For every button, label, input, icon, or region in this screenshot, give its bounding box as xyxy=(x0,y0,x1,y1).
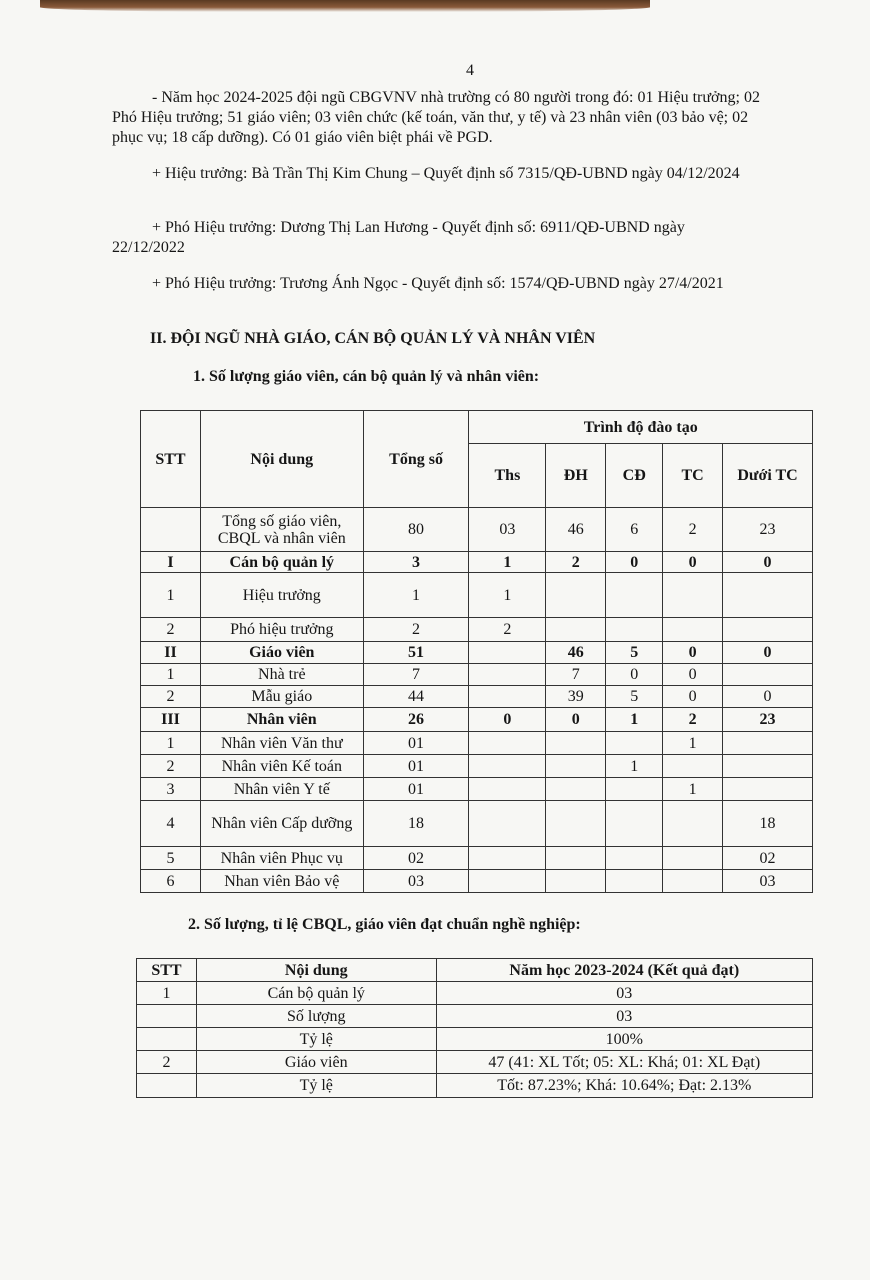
cell-cd xyxy=(606,573,663,618)
cell-ths: 1 xyxy=(469,552,546,573)
header-tc: TC xyxy=(663,444,723,508)
cell-result: 47 (41: XL Tốt; 05: XL: Khá; 01: XL Đạt) xyxy=(436,1051,812,1074)
cell-tc xyxy=(663,755,723,778)
cell-dh: 7 xyxy=(546,664,606,686)
cell-below-tc: 0 xyxy=(723,642,813,664)
cell-tc: 1 xyxy=(663,778,723,801)
cell-content: Nhân viên Văn thư xyxy=(200,732,363,755)
cell-content: Cán bộ quản lý xyxy=(200,552,363,573)
cell-stt: 2 xyxy=(141,686,201,708)
cell-dh: 0 xyxy=(546,708,606,732)
cell-content: Phó hiệu trưởng xyxy=(200,618,363,642)
header-content: Nội dung xyxy=(196,959,436,982)
table-row xyxy=(141,664,813,686)
cell-cd: 0 xyxy=(606,552,663,573)
subheading-professional-standards: 2. Số lượng, tỉ lệ CBQL, giáo viên đạt chuẩn nghề nghiệp: xyxy=(188,916,581,933)
cell-tc: 0 xyxy=(663,642,723,664)
cell-tc xyxy=(663,618,723,642)
cell-cd xyxy=(606,778,663,801)
table-row xyxy=(141,755,813,778)
cell-below-tc xyxy=(723,664,813,686)
cell-total: 01 xyxy=(363,755,469,778)
cell-ths: 2 xyxy=(469,618,546,642)
cell-dh xyxy=(546,778,606,801)
table-row xyxy=(141,801,813,847)
cell-tc: 1 xyxy=(663,732,723,755)
cell-stt: 5 xyxy=(141,847,201,870)
cell-result: 03 xyxy=(436,1005,812,1028)
cell-total: 1 xyxy=(363,573,469,618)
cell-stt: 3 xyxy=(141,778,201,801)
cell-ths xyxy=(469,642,546,664)
cell-tc xyxy=(663,573,723,618)
cell-dh xyxy=(546,870,606,893)
cell-content: Nhân viên Cấp dưỡng xyxy=(200,801,363,847)
cell-result: 03 xyxy=(436,982,812,1005)
table-row xyxy=(141,618,813,642)
cell-content: Nhân viên Y tế xyxy=(200,778,363,801)
cell-content: Tỷ lệ xyxy=(196,1074,436,1098)
cell-content: Nhan viên Bảo vệ xyxy=(200,870,363,893)
cell-dh: 46 xyxy=(546,642,606,664)
cell-below-tc xyxy=(723,778,813,801)
header-stt: STT xyxy=(137,959,197,982)
cell-below-tc xyxy=(723,618,813,642)
table-row xyxy=(137,1028,813,1051)
table-row xyxy=(141,778,813,801)
cell-stt: 6 xyxy=(141,870,201,893)
table-row xyxy=(141,708,813,732)
cell-cd: 5 xyxy=(606,642,663,664)
cell-tc xyxy=(663,801,723,847)
cell-ths xyxy=(469,686,546,708)
cell-stt: 2 xyxy=(141,755,201,778)
cell-content: Giáo viên xyxy=(196,1051,436,1074)
cell-stt: 1 xyxy=(141,573,201,618)
cell-content: Hiệu trưởng xyxy=(200,573,363,618)
cell-ths xyxy=(469,664,546,686)
cell-dh xyxy=(546,847,606,870)
table-row xyxy=(137,1074,813,1098)
cell-result: Tốt: 87.23%; Khá: 10.64%; Đạt: 2.13% xyxy=(436,1074,812,1098)
table-row xyxy=(141,573,813,618)
table-row xyxy=(141,870,813,893)
cell-stt xyxy=(137,1005,197,1028)
paragraph-principal: + Hiệu trưởng: Bà Trần Thị Kim Chung – Quyết định số 7315/QĐ-UBND ngày 04/12/2024 xyxy=(152,165,740,182)
cell-content: Tổng số giáo viên, CBQL và nhân viên xyxy=(200,508,363,552)
table-row xyxy=(141,847,813,870)
subheading-staff-count: 1. Số lượng giáo viên, cán bộ quản lý và nhân viên: xyxy=(193,368,540,385)
cell-stt: 1 xyxy=(141,664,201,686)
cell-below-tc: 03 xyxy=(723,870,813,893)
cell-stt xyxy=(137,1074,197,1098)
cell-tc: 0 xyxy=(663,686,723,708)
header-training-level: Trình độ đào tạo xyxy=(469,411,813,444)
cell-content: Nhân viên Kế toán xyxy=(200,755,363,778)
cell-total: 80 xyxy=(363,508,469,552)
cell-total: 01 xyxy=(363,732,469,755)
cell-tc: 2 xyxy=(663,508,723,552)
header-below-tc: Dưới TC xyxy=(723,444,813,508)
cell-stt: 1 xyxy=(141,732,201,755)
cell-total: 51 xyxy=(363,642,469,664)
cell-stt: I xyxy=(141,552,201,573)
cell-below-tc: 23 xyxy=(723,708,813,732)
page-number: 4 xyxy=(466,62,474,79)
cell-total: 18 xyxy=(363,801,469,847)
section-heading: II. ĐỘI NGŨ NHÀ GIÁO, CÁN BỘ QUẢN LÝ VÀ NHÂN VIÊN xyxy=(150,330,596,347)
cell-dh xyxy=(546,755,606,778)
cell-tc xyxy=(663,870,723,893)
staff-qualification-table xyxy=(140,410,813,893)
header-total: Tổng số xyxy=(363,411,469,508)
cell-cd xyxy=(606,847,663,870)
cell-ths xyxy=(469,732,546,755)
cell-below-tc xyxy=(723,573,813,618)
cell-ths xyxy=(469,778,546,801)
cell-ths: 03 xyxy=(469,508,546,552)
cell-content: Nhân viên Phục vụ xyxy=(200,847,363,870)
cell-dh xyxy=(546,573,606,618)
cell-below-tc: 0 xyxy=(723,552,813,573)
cell-tc xyxy=(663,847,723,870)
cell-dh: 46 xyxy=(546,508,606,552)
header-ths: Ths xyxy=(469,444,546,508)
cell-content: Cán bộ quản lý xyxy=(196,982,436,1005)
table-row xyxy=(141,642,813,664)
cell-content: Mẫu giáo xyxy=(200,686,363,708)
cell-total: 01 xyxy=(363,778,469,801)
table-row xyxy=(141,732,813,755)
cell-tc: 2 xyxy=(663,708,723,732)
header-stt: STT xyxy=(141,411,201,508)
cell-dh: 2 xyxy=(546,552,606,573)
cell-content: Tỷ lệ xyxy=(196,1028,436,1051)
cell-stt: II xyxy=(141,642,201,664)
cell-stt: 4 xyxy=(141,801,201,847)
cell-cd: 0 xyxy=(606,664,663,686)
header-result: Năm học 2023-2024 (Kết quả đạt) xyxy=(436,959,812,982)
cell-dh xyxy=(546,618,606,642)
paragraph-vice-principal-1: + Phó Hiệu trưởng: Dương Thị Lan Hương - Quyết định số: 6911/QĐ-UBND ngày 22/12/2022 xyxy=(112,219,685,256)
cell-cd xyxy=(606,870,663,893)
table-row xyxy=(141,686,813,708)
cell-result: 100% xyxy=(436,1028,812,1051)
cell-below-tc: 02 xyxy=(723,847,813,870)
cell-tc: 0 xyxy=(663,664,723,686)
cell-dh: 39 xyxy=(546,686,606,708)
cell-total: 02 xyxy=(363,847,469,870)
paragraph-staff-summary: - Năm học 2024-2025 đội ngũ CBGVNV nhà trường có 80 người trong đó: 01 Hiệu trưởng; 02 Phó Hiệu trưởng; 51 giáo viên; 03 viên chức (kế toán, văn thư, y tế) và 23 nhân viên (03 bảo vệ; 02 phục vụ; 18 cấp dưỡng). Có 01 giáo viên biệt phái về PGD. xyxy=(112,89,760,146)
cell-total: 3 xyxy=(363,552,469,573)
cell-below-tc xyxy=(723,732,813,755)
cell-content: Nhà trẻ xyxy=(200,664,363,686)
cell-content: Giáo viên xyxy=(200,642,363,664)
cell-ths xyxy=(469,870,546,893)
cell-below-tc: 18 xyxy=(723,801,813,847)
cell-ths xyxy=(469,847,546,870)
cell-dh xyxy=(546,801,606,847)
cell-total: 26 xyxy=(363,708,469,732)
table-row xyxy=(141,508,813,552)
cell-cd xyxy=(606,732,663,755)
header-cd: CĐ xyxy=(606,444,663,508)
cell-below-tc xyxy=(723,755,813,778)
cell-cd: 1 xyxy=(606,755,663,778)
cell-cd: 6 xyxy=(606,508,663,552)
table-row xyxy=(137,982,813,1005)
cell-total: 7 xyxy=(363,664,469,686)
cell-ths xyxy=(469,755,546,778)
cell-cd: 1 xyxy=(606,708,663,732)
table-row xyxy=(137,1051,813,1074)
cell-ths: 1 xyxy=(469,573,546,618)
cell-cd xyxy=(606,618,663,642)
cell-stt: III xyxy=(141,708,201,732)
header-content: Nội dung xyxy=(200,411,363,508)
cell-ths: 0 xyxy=(469,708,546,732)
cell-stt xyxy=(137,1028,197,1051)
cell-total: 44 xyxy=(363,686,469,708)
paragraph-vice-principal-2: + Phó Hiệu trưởng: Trương Ánh Ngọc - Quyết định số: 1574/QĐ-UBND ngày 27/4/2021 xyxy=(152,275,724,292)
cell-below-tc: 23 xyxy=(723,508,813,552)
cell-total: 2 xyxy=(363,618,469,642)
cell-stt xyxy=(141,508,201,552)
cell-cd xyxy=(606,801,663,847)
table-row xyxy=(137,1005,813,1028)
cell-tc: 0 xyxy=(663,552,723,573)
table-row xyxy=(141,552,813,573)
cell-total: 03 xyxy=(363,870,469,893)
cell-stt: 2 xyxy=(137,1051,197,1074)
cell-below-tc: 0 xyxy=(723,686,813,708)
cell-dh xyxy=(546,732,606,755)
cell-stt: 2 xyxy=(141,618,201,642)
page-binding-edge xyxy=(40,0,650,12)
professional-standards-table xyxy=(136,958,813,1098)
cell-content: Số lượng xyxy=(196,1005,436,1028)
cell-content: Nhân viên xyxy=(200,708,363,732)
header-dh: ĐH xyxy=(546,444,606,508)
cell-stt: 1 xyxy=(137,982,197,1005)
cell-ths xyxy=(469,801,546,847)
cell-cd: 5 xyxy=(606,686,663,708)
